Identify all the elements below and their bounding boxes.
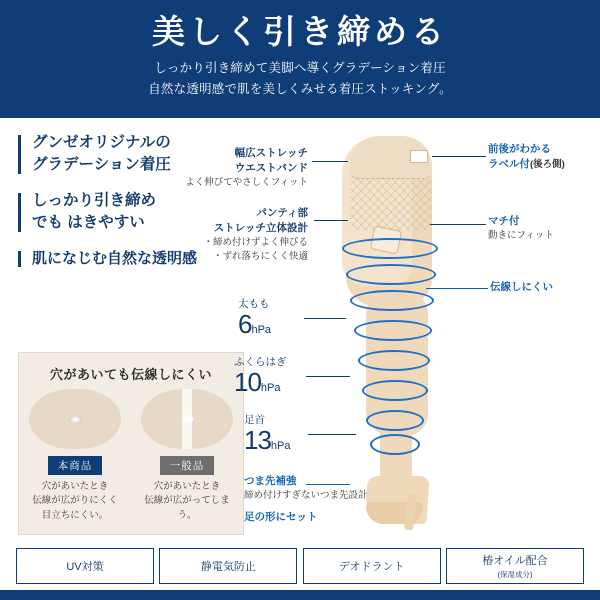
caption-general-line1: 穴があいたとき xyxy=(153,481,221,492)
badge-antistatic xyxy=(159,548,297,584)
callout-ladder-resistant xyxy=(490,280,600,295)
pressure-ankle xyxy=(244,412,291,453)
callout-panty-body2: ・ずれ落ちにくく快適 xyxy=(212,251,308,263)
rear-label-patch-icon xyxy=(410,150,428,163)
feature-comparison-box xyxy=(18,352,244,535)
caption-own-line3: 目立ちにくい。 xyxy=(41,509,109,521)
callout-ladder-head: 伝線しにくい xyxy=(490,281,553,293)
pressure-thigh-value: 6 xyxy=(238,309,252,339)
hole-icon xyxy=(69,415,82,424)
tag-general-product: 一般品 xyxy=(160,456,215,475)
callout-panty-body1: ・締め付けずよく伸びる xyxy=(203,237,308,249)
hole-icon xyxy=(182,415,193,423)
callout-panty xyxy=(146,206,308,264)
badge-camellia-oil-sub: (保湿成分) xyxy=(497,570,533,579)
compression-ring xyxy=(358,350,430,371)
page-title: 美しく引き締める xyxy=(152,12,448,51)
pressure-calf xyxy=(234,354,287,395)
pressure-thigh-unit: hPa xyxy=(251,324,272,336)
pressure-calf-value: 10 xyxy=(234,367,261,397)
feature-col-own-product xyxy=(26,389,124,523)
callout-gusset-body: 動きにフィット xyxy=(488,230,554,242)
leader-line xyxy=(304,318,346,319)
lead1-line2: グラデーション着圧 xyxy=(32,156,171,174)
lead1-line1: グンゼオリジナルの xyxy=(32,134,171,151)
lead2-line1: しっかり引き締め xyxy=(32,191,157,209)
badge-camellia-oil-label: 椿オイル配合 xyxy=(482,555,548,567)
caption-own-line2: 伝線が広がりにくく xyxy=(32,495,118,507)
callout-panty-head1: パンティ部 xyxy=(256,207,308,219)
badge-antistatic-label: 静電気防止 xyxy=(200,561,256,573)
callout-rear-label-head2: ラベル付 xyxy=(488,158,530,171)
badge-uv-label: UV対策 xyxy=(66,561,104,573)
leader-line xyxy=(432,156,486,157)
footer-bar xyxy=(0,590,600,600)
callout-toe-head: つま先補強 xyxy=(244,475,297,487)
caption-own-product xyxy=(26,480,124,523)
callout-gusset xyxy=(488,214,598,243)
header-banner xyxy=(0,0,600,118)
caption-general-line2: 伝線が広がってしまう。 xyxy=(144,495,230,521)
header-subtitle xyxy=(0,58,600,101)
caption-own-line1: 穴があいたとき xyxy=(41,481,109,492)
leader-line xyxy=(314,220,348,221)
fabric-swatch-own-icon xyxy=(29,389,121,449)
pressure-ankle-value: 13 xyxy=(244,425,271,455)
leader-line xyxy=(426,288,488,289)
leader-line xyxy=(430,224,486,225)
leader-line xyxy=(308,434,356,435)
badge-deodorant xyxy=(303,548,441,584)
callout-foot-shape xyxy=(244,510,414,525)
badge-camellia-oil xyxy=(446,548,584,584)
fabric-swatch-general-icon xyxy=(141,389,233,449)
badge-deodorant-label: デオドラント xyxy=(338,561,405,573)
pressure-thigh-value-row xyxy=(238,311,271,337)
leader-line xyxy=(306,376,350,377)
badge-uv xyxy=(16,548,154,584)
callout-waistband-head2: ウエストバンド xyxy=(234,162,308,175)
pressure-ankle-label: 足首 xyxy=(244,414,265,426)
compression-ring xyxy=(362,380,428,401)
callout-panty-head2: ストレッチ立体設計 xyxy=(213,222,308,235)
header-subtitle-line1: しっかり引き締めて美脚へ導くグラデーション着圧 xyxy=(154,60,446,75)
callout-waistband-head1: 幅広ストレッチ xyxy=(234,147,308,159)
caption-general-product xyxy=(138,480,236,523)
pressure-calf-unit: hPa xyxy=(260,382,281,394)
callout-rear-label-head2-row xyxy=(488,157,598,172)
pressure-ankle-unit: hPa xyxy=(270,440,291,452)
header-subtitle-line2: 自然な透明感で肌を美しくみせる着圧ストッキング。 xyxy=(148,81,452,96)
compression-ring xyxy=(350,290,434,311)
callout-gusset-head: マチ付 xyxy=(488,215,520,227)
tag-own-product: 本商品 xyxy=(48,456,103,475)
callout-waistband xyxy=(150,146,308,190)
lead2-line2: でも はきやすい xyxy=(32,214,145,232)
feature-box-title: 穴があいても伝線しにくい xyxy=(49,367,212,382)
pressure-thigh xyxy=(238,296,271,337)
callout-foot-shape-head: 足の形にセット xyxy=(244,511,318,523)
callout-rear-label xyxy=(488,142,598,172)
feature-badges xyxy=(16,548,584,584)
pressure-calf-value-row xyxy=(234,369,287,395)
pressure-thigh-label: 太もも xyxy=(238,298,270,310)
compression-ring xyxy=(342,238,438,259)
leader-line xyxy=(312,161,348,162)
callout-waistband-body: よく伸びてやさしくフィット xyxy=(185,177,308,189)
lead3-line1: 肌になじむ自然な透明感 xyxy=(32,249,198,267)
compression-ring xyxy=(370,434,420,455)
pressure-ankle-value-row xyxy=(244,427,291,453)
compression-ring xyxy=(346,264,436,285)
callout-rear-label-suffix: (後ろ側) xyxy=(530,159,565,171)
callout-toe-body: 締め付けすぎないつま先設計 xyxy=(244,490,368,502)
feature-box-columns xyxy=(19,389,243,523)
pressure-calf-label: ふくらはぎ xyxy=(234,356,287,368)
feature-col-general-product xyxy=(138,389,236,523)
callout-toe xyxy=(244,474,414,503)
compression-ring xyxy=(354,320,432,341)
compression-ring xyxy=(366,410,424,431)
callout-rear-label-head1: 前後がわかる xyxy=(488,143,551,155)
